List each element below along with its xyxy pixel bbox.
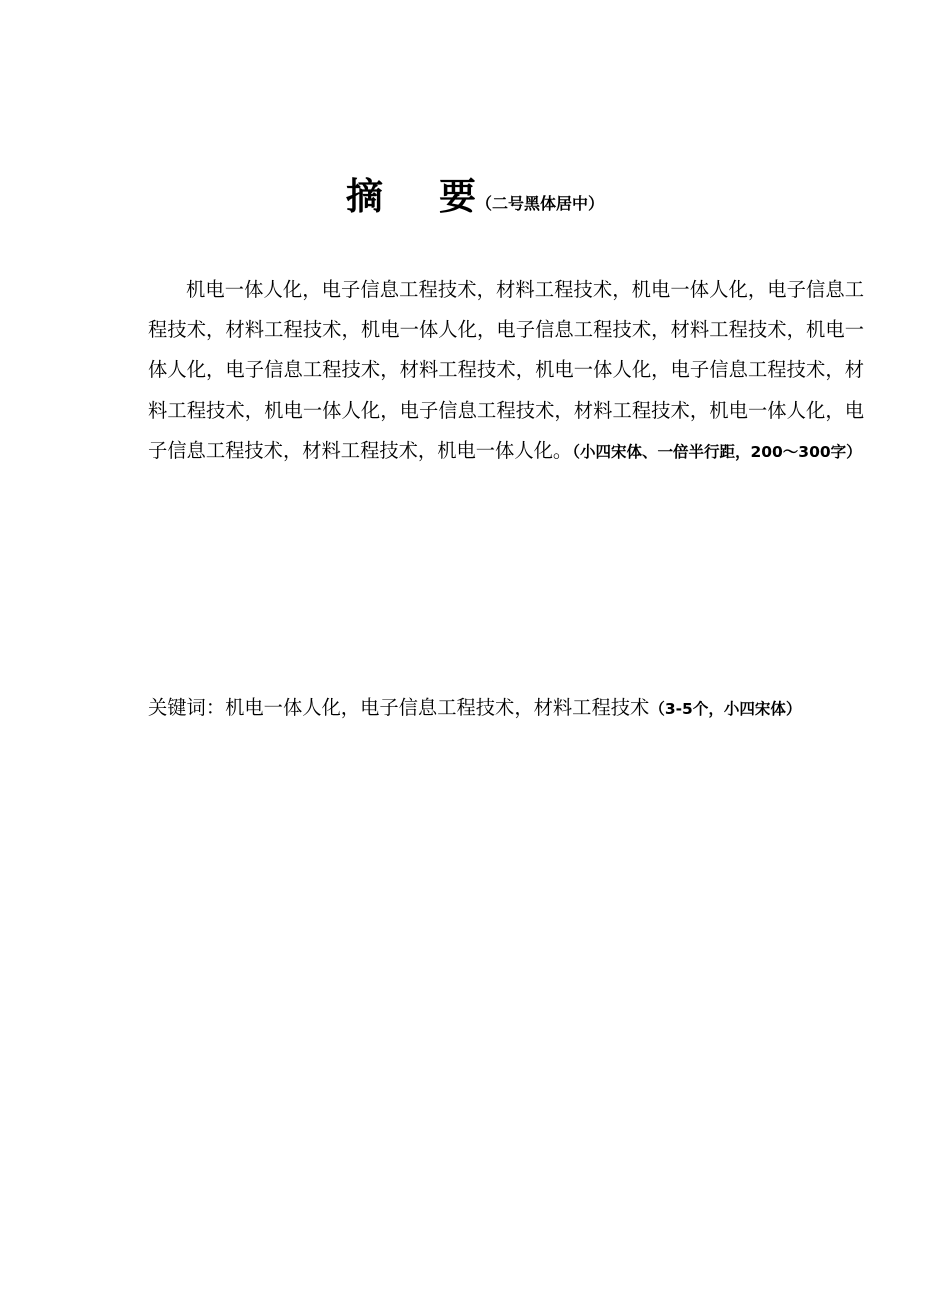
abstract-text: 机电一体人化，电子信息工程技术，材料工程技术，机电一体人化，电子信息工程技术，材料工程技术，机电一体人化，电子信息工程技术，材料工程技术，机电一体人化，电子信息工程技术，材料工程技术，机电一体人化，电子信息工程技术，材料工程技术，机电一体人化，电子信息工程技术，材料工程技术，机电一体人化，电子信息工程技术，材料工程技术，机电一体人化。 (148, 278, 864, 462)
keywords-format-note: （3-5个，小四宋体） (649, 700, 802, 718)
abstract-heading (0, 168, 950, 224)
abstract-format-note: （小四宋体、一倍半行距，200～300字） (572, 442, 862, 461)
keywords-text: 机电一体人化，电子信息工程技术，材料工程技术 (225, 696, 650, 719)
heading-char-1: 摘 (345, 174, 383, 218)
heading-format-note: （二号黑体居中） (475, 194, 604, 213)
heading-char-2: 要 (438, 174, 476, 218)
keywords-line (148, 694, 864, 723)
abstract-body (148, 270, 864, 472)
keywords-label: 关键词： (148, 696, 226, 719)
